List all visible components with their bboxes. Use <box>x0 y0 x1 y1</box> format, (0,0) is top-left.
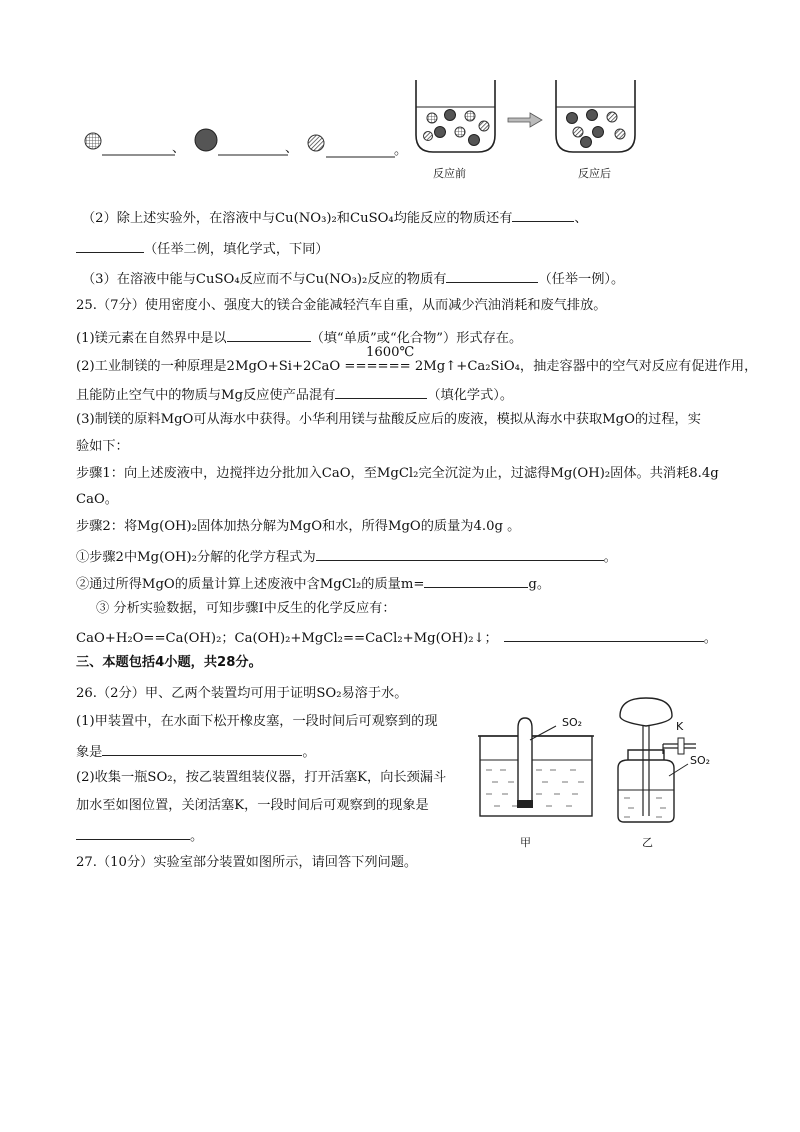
answer-blank[interactable] <box>424 573 528 588</box>
end-mark: 。 <box>394 143 408 158</box>
q25-item3: ③ 分析实验数据，可知步骤Ⅰ中反生的化学反应有： <box>96 601 396 616</box>
q26-part1-line1: (1)甲装置中，在水面下松开橡皮塞，一段时间后可观察到的现 <box>76 714 438 729</box>
separator-2: 、 <box>285 141 299 156</box>
reaction-arrow-icon <box>508 113 542 127</box>
caption-before: 反应前 <box>433 167 466 180</box>
apparatus-yi <box>618 698 696 822</box>
q25-part2-line2: 且能防止空气中的物质与Mg反应使产品混有 （填化学式）。 <box>76 384 513 405</box>
grid-particle-icon <box>85 133 101 149</box>
answer-blank[interactable] <box>316 546 604 561</box>
caption-yi: 乙 <box>642 836 653 849</box>
q25-item3-equation: CaO+H₂O==Ca(OH)₂；Ca(OH)₂+MgCl₂==CaCl₂+Mg(OH)₂↓； 。 <box>76 627 717 648</box>
reaction-temperature: 1600℃ <box>366 345 415 360</box>
label-so2-yi: SO₂ <box>690 754 711 767</box>
answer-blank[interactable] <box>102 741 302 756</box>
q25-item1: ①步骤2中Mg(OH)₂分解的化学方程式为 。 <box>76 546 617 567</box>
q25-part3-line2: 验如下： <box>76 439 129 454</box>
answer-blank[interactable] <box>335 384 427 399</box>
answer-blank[interactable] <box>504 627 704 642</box>
answer-blank[interactable] <box>227 327 311 342</box>
q27-title: 27.（10分）实验室部分装置如图所示，请回答下列问题。 <box>76 855 418 870</box>
q26-part1-line2: 象是 。 <box>76 741 316 762</box>
section-heading: 三、本题包括4小题，共28分。 <box>76 655 262 670</box>
q24-part2-line1: （2）除上述实验外，在溶液中与Cu(NO₃)₂和CuSO₄均能反应的物质还有 、 <box>82 207 588 228</box>
stopcock-k-icon <box>678 738 684 754</box>
separator-1: 、 <box>172 141 186 156</box>
q26-part2-line2: 加水至如图位置，关闭活塞K，一段时间后可观察到的现象是 <box>76 798 429 813</box>
q26-title: 26.（2分）甲、乙两个装置均可用于证明SO₂易溶于水。 <box>76 686 408 701</box>
q25-step1-line1: 步骤1：向上述废液中，边搅拌边分批加入CaO，至MgCl₂完全沉淀为止，过滤得Mg(OH)₂固体。共消耗8.4g <box>76 466 719 481</box>
q25-step2: 步骤2：将Mg(OH)₂固体加热分解为MgO和水，所得MgO的质量为4.0g 。 <box>76 519 521 534</box>
q26-part2-line1: (2)收集一瓶SO₂，按乙装置组装仪器，打开活塞K，向长颈漏斗 <box>76 770 447 785</box>
answer-blank[interactable] <box>76 238 144 253</box>
q24-part3: （3）在溶液中能与CuSO₄反应而不与Cu(NO₃)₂反应的物质有 （任举一例）。 <box>82 268 624 289</box>
q26-part2-line3: 。 <box>76 825 203 846</box>
particle-legend-svg <box>80 125 410 165</box>
answer-blank[interactable] <box>76 825 190 840</box>
particle-legend <box>80 125 410 165</box>
hatched-particle-icon <box>308 135 324 151</box>
q25-step1-line2: CaO。 <box>76 492 118 507</box>
q25-item2: ②通过所得MgO的质量计算上述废液中含MgCl₂的质量m= g。 <box>76 573 550 594</box>
apparatus-svg <box>478 688 718 848</box>
caption-after: 反应后 <box>578 167 611 180</box>
q25-part1: (1)镁元素在自然界中是以 （填“单质”或“化合物”）形式存在。 <box>76 327 522 348</box>
caption-jia: 甲 <box>520 836 531 849</box>
q25-title: 25.（7分）使用密度小、强度大的镁合金能减轻汽车自重，从而减少汽油消耗和废气排放。 <box>76 298 607 313</box>
q24-part2-line2: （任举二例，填化学式，下同） <box>76 238 329 259</box>
label-k: K <box>676 720 684 733</box>
q25-part2-line1: (2)工业制镁的一种原理是2MgO+Si+2CaO ====== 2Mg↑+Ca₂SiO₄，抽走容器中的空气对反应有促进作用， <box>76 359 758 374</box>
dark-particle-icon <box>195 129 217 151</box>
answer-blank[interactable] <box>446 268 538 283</box>
label-so2-jia: SO₂ <box>562 716 583 729</box>
apparatus-figure <box>478 688 718 848</box>
apparatus-jia <box>478 718 594 816</box>
answer-blank[interactable] <box>512 207 574 222</box>
q25-part3-line1: (3)制镁的原料MgO可从海水中获得。小华利用镁与盐酸反应后的废液，模拟从海水中获取MgO的过程，实 <box>76 412 701 427</box>
